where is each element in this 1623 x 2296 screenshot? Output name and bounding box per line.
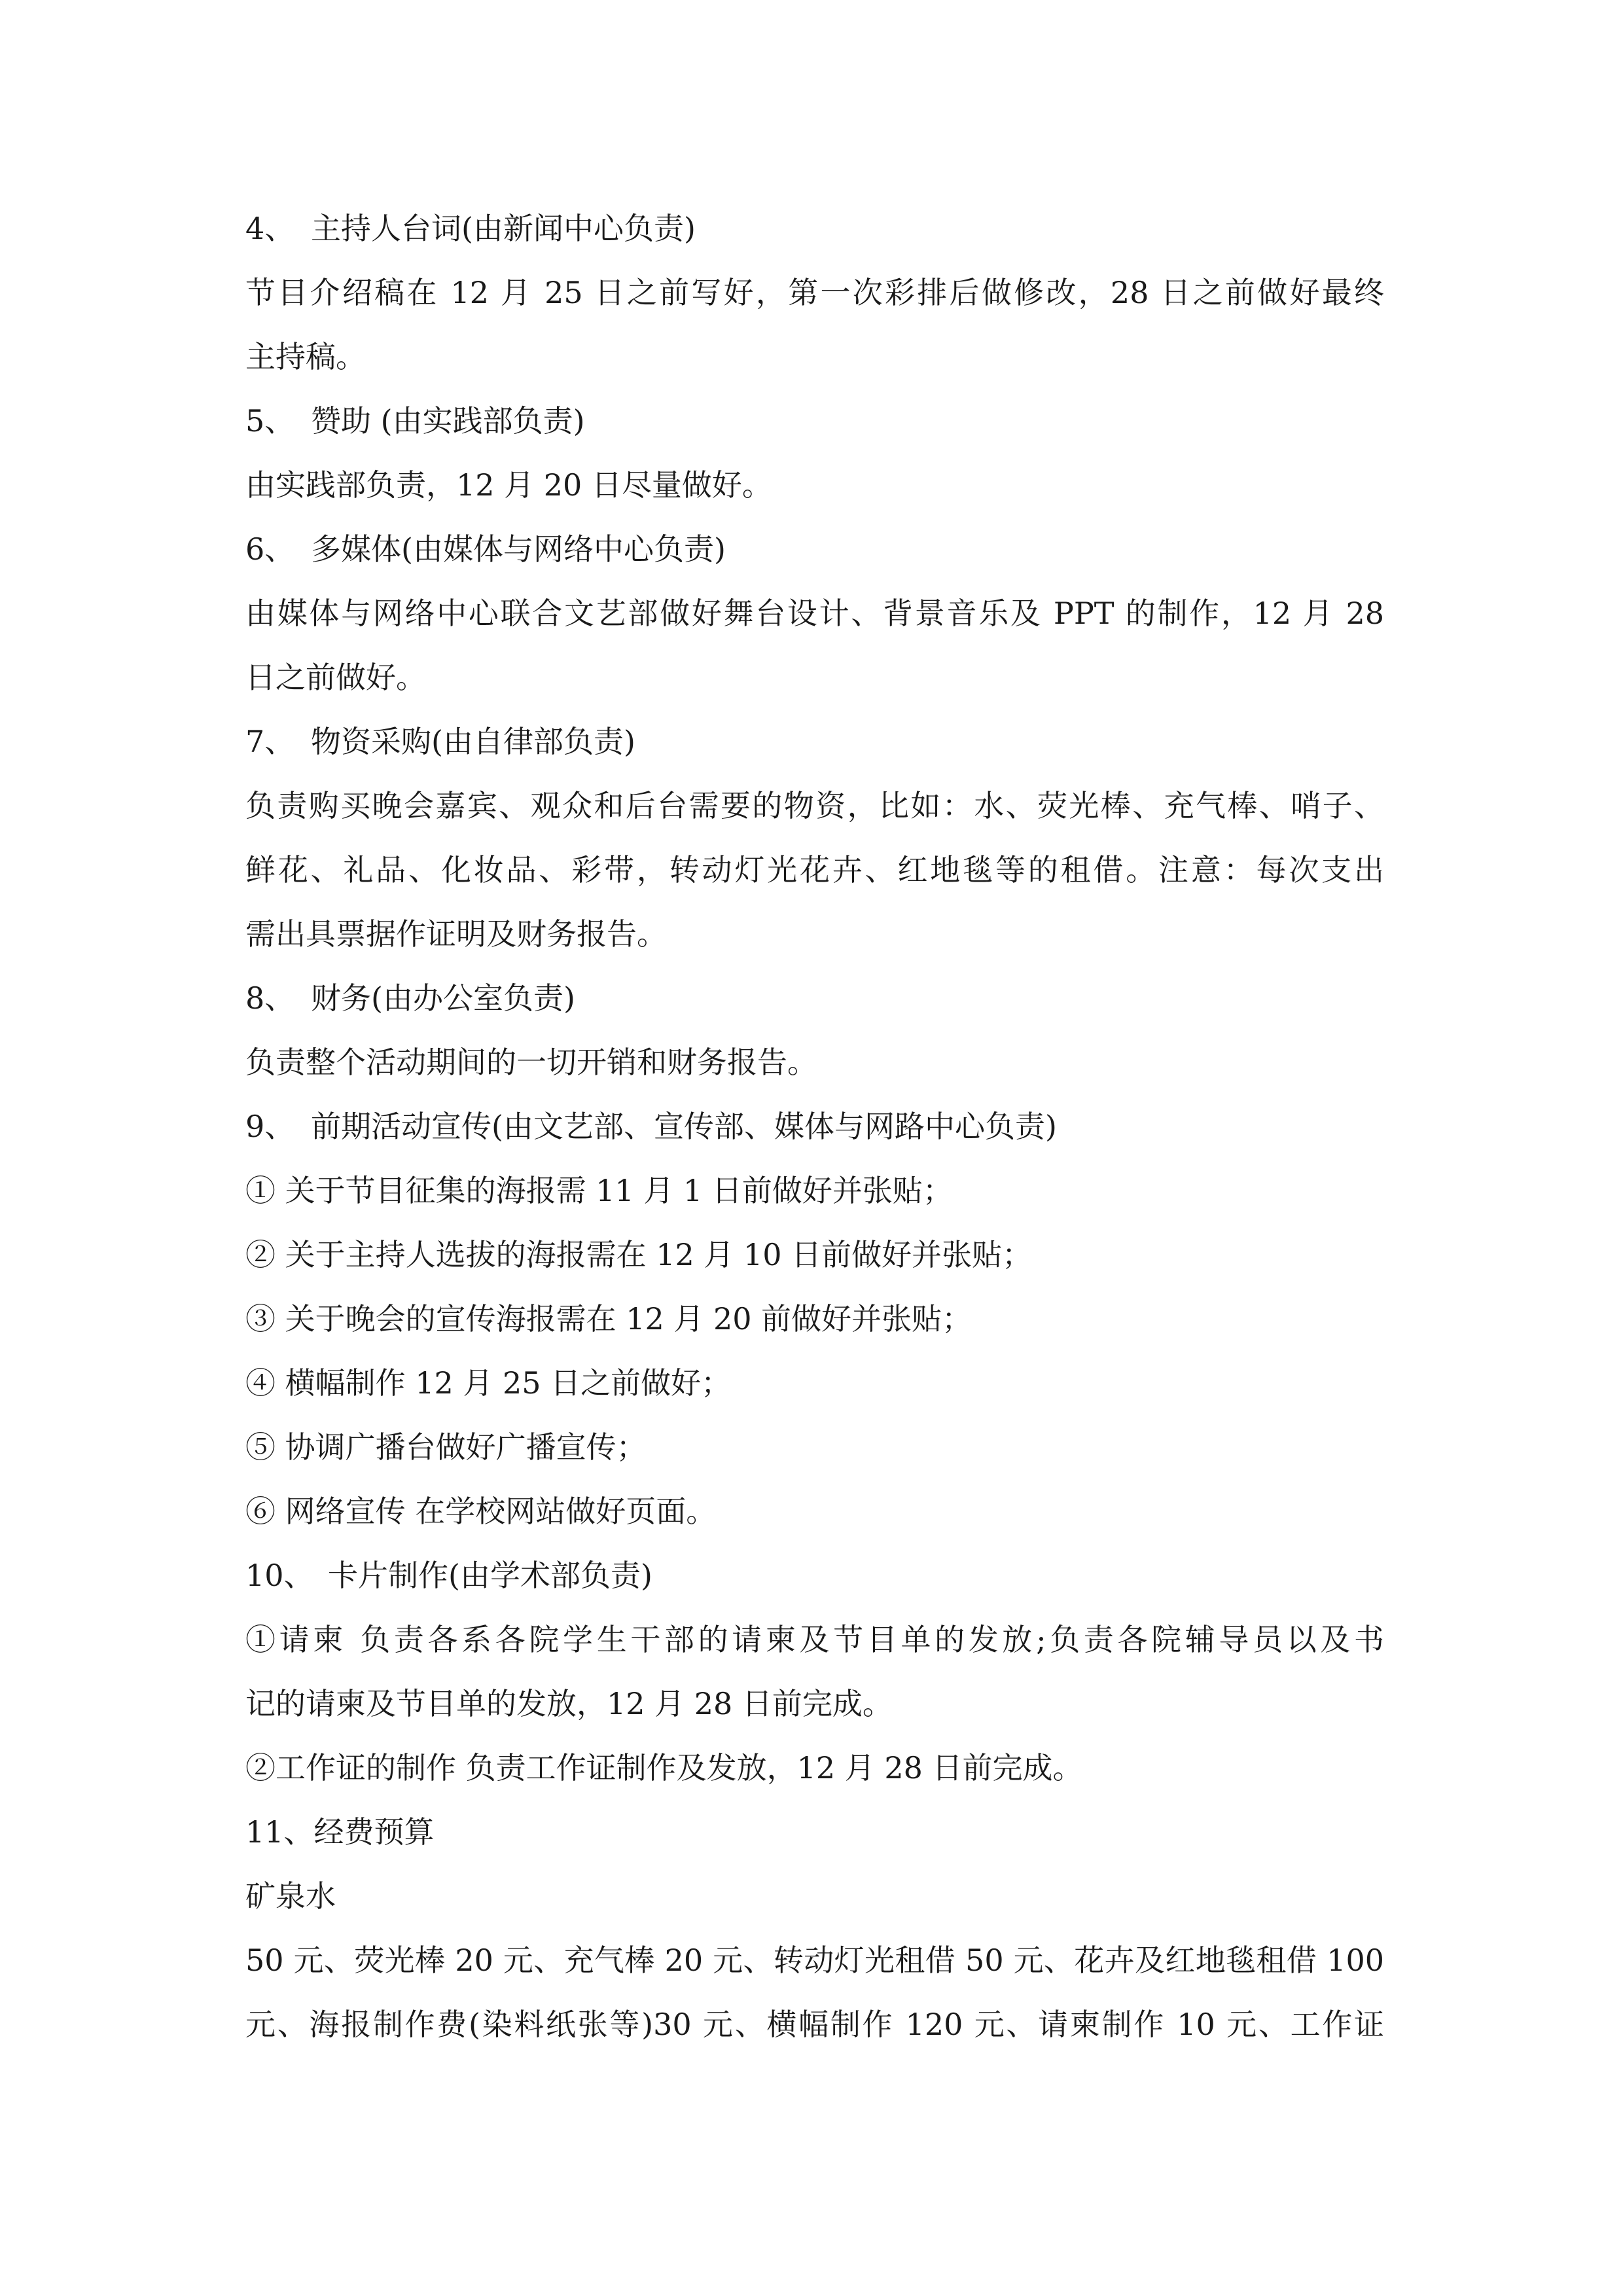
paragraph-line: 负责购买晚会嘉宾、观众和后台需要的物资，比如：水、荧光棒、充气棒、哨子、 (245, 788, 1384, 823)
section-title: 物资采购(由自律部负责) (311, 724, 635, 759)
section-title: 财务(由办公室负责) (311, 980, 575, 1016)
section-title: 多媒体(由媒体与网络中心负责) (311, 531, 726, 567)
section-number: 9、 (245, 1109, 295, 1144)
paragraph-line: 需出具票据作证明及财务报告。 (245, 916, 667, 952)
paragraph-line: 由实践部负责，12 月 20 日尽量做好。 (245, 467, 772, 503)
paragraph-line: 元、海报制作费(染料纸张等)30 元、横幅制作 120 元、请柬制作 10 元、工作证 (245, 2007, 1384, 2042)
section-number: 8、 (245, 980, 295, 1016)
paragraph-line: 记的请柬及节目单的发放，12 月 28 日前完成。 (245, 1686, 893, 1721)
section-number: 10、 (245, 1558, 314, 1593)
section-7-heading (245, 709, 1384, 774)
paragraph-line: 矿泉水 (245, 1878, 336, 1914)
document-page (245, 196, 1384, 2056)
section-title: 主持人台词(由新闻中心负责) (311, 211, 696, 246)
list-item: ① 关于节目征集的海报需 11 月 1 日前做好并张贴； (245, 1173, 953, 1208)
list-item: ② 关于主持人选拔的海报需在 12 月 10 日前做好并张贴； (245, 1237, 1033, 1272)
list-item: ④ 横幅制作 12 月 25 日之前做好； (245, 1365, 732, 1401)
paragraph-line: ②工作证的制作 负责工作证制作及发放，12 月 28 日前完成。 (245, 1750, 1083, 1785)
list-item: ⑥ 网络宣传 在学校网站做好页面。 (245, 1494, 717, 1529)
list-item: ⑤ 协调广播台做好广播宣传； (245, 1429, 647, 1465)
paragraph-line: 节目介绍稿在 12 月 25 日之前写好，第一次彩排后做修改，28 日之前做好最终 (245, 275, 1384, 310)
section-10-heading (245, 1543, 1384, 1607)
section-4-heading (245, 196, 1384, 260)
section-title: 卡片制作(由学术部负责) (328, 1558, 652, 1593)
paragraph-line: 鲜花、礼品、化妆品、彩带，转动灯光花卉、红地毯等的租借。注意：每次支出 (245, 852, 1384, 888)
paragraph-line: 负责整个活动期间的一切开销和财务报告。 (245, 1045, 817, 1080)
section-6-heading (245, 517, 1384, 581)
paragraph-line: 日之前做好。 (245, 660, 426, 695)
section-5-heading (245, 389, 1384, 453)
paragraph-line: 由媒体与网络中心联合文艺部做好舞台设计、背景音乐及 PPT 的制作，12 月 28 (245, 596, 1384, 631)
section-9-heading (245, 1094, 1384, 1158)
section-11-heading: 11、经费预算 (245, 1814, 435, 1850)
section-8-heading (245, 966, 1384, 1030)
paragraph-line: ①请柬 负责各系各院学生干部的请柬及节目单的发放;负责各院辅导员以及书 (245, 1622, 1384, 1657)
section-number: 6、 (245, 531, 295, 567)
section-title: 前期活动宣传(由文艺部、宣传部、媒体与网路中心负责) (311, 1109, 1057, 1144)
paragraph-line: 50 元、荧光棒 20 元、充气棒 20 元、转动灯光租借 50 元、花卉及红地毯租借 100 (245, 1943, 1384, 1978)
paragraph-line: 主持稿。 (245, 339, 366, 374)
section-number: 7、 (245, 724, 295, 759)
section-number: 4、 (245, 211, 295, 246)
list-item: ③ 关于晚会的宣传海报需在 12 月 20 前做好并张贴； (245, 1301, 972, 1336)
section-number: 5、 (245, 403, 295, 439)
section-title: 赞助 (由实践部负责) (311, 403, 585, 439)
